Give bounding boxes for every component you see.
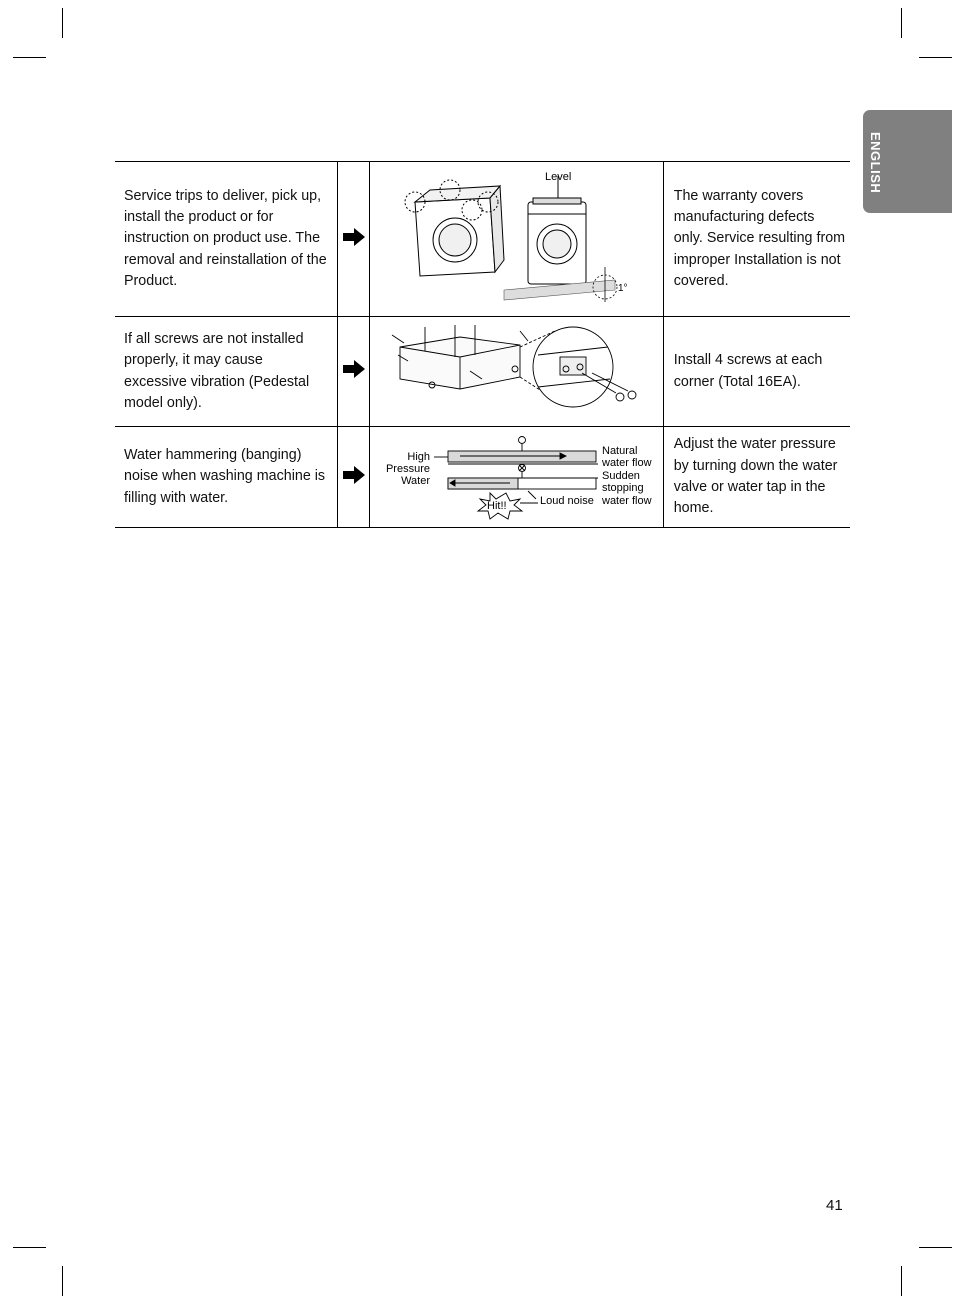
arrow-right-icon: [342, 227, 366, 247]
language-tab-label-svg: [863, 110, 893, 213]
arrow-right-icon: [342, 465, 366, 485]
solution-cell: [663, 427, 850, 528]
angle-label: 1°: [618, 283, 628, 294]
pedestal-screws-illustration: [370, 317, 662, 421]
crop-mark: [13, 1247, 46, 1248]
page-number: 41: [826, 1197, 843, 1214]
loud-noise-label: Loud noise: [540, 495, 595, 507]
natural-label-2: water flow: [602, 457, 652, 469]
crop-mark: [901, 8, 902, 38]
solution-cell: [663, 162, 850, 317]
natural-label: Natural: [602, 445, 638, 457]
language-tab-label: ENGLISH: [868, 132, 883, 194]
problem-cell: [115, 162, 338, 317]
figure-cell: [370, 317, 663, 427]
problem-cell: [115, 427, 338, 528]
crop-mark: [919, 57, 952, 58]
table-row: [115, 427, 850, 528]
sudden-label-2: stopping: [602, 482, 644, 494]
problem-cell: [115, 317, 338, 427]
solution-text: The warranty covers manufacturing defects only. Service resulting from improper Installation is not covered.: [673, 187, 846, 289]
crop-mark: [901, 1266, 902, 1296]
water-label: Water: [401, 475, 431, 487]
arrow-cell: [338, 317, 370, 427]
table-row: [115, 162, 850, 317]
sudden-label-3: water flow: [602, 495, 652, 507]
problem-text: If all screws are not installed properly, it may cause excessive vibration (Pedestal model only).: [124, 330, 310, 411]
arrow-right-icon: [342, 359, 366, 379]
sudden-label: Sudden: [602, 470, 641, 482]
arrow-cell: [338, 162, 370, 317]
level-label: Level: [545, 171, 572, 183]
pressure-label: Pressure: [386, 463, 431, 475]
crop-mark: [62, 8, 63, 38]
water-hammer-illustration: [370, 427, 662, 522]
figure-cell: [370, 162, 663, 317]
table-row: [115, 317, 850, 427]
solution-text: Adjust the water pressure by turning down the water valve or water tap in the home.: [673, 436, 838, 517]
problem-text: Service trips to deliver, pick up, install the product or for instruction on product use. The removal and reinstallation of the Product.: [124, 187, 327, 289]
crop-mark: [919, 1247, 952, 1248]
arrow-cell: [338, 427, 370, 528]
crop-mark: [62, 1266, 63, 1296]
solution-cell: [663, 317, 850, 427]
problem-text: Water hammering (banging) noise when washing machine is filling with water.: [124, 447, 326, 506]
figure-cell: [370, 427, 663, 528]
hit-label: Hit!!: [487, 500, 507, 512]
crop-mark: [13, 57, 46, 58]
solution-text: Install 4 screws at each corner (Total 16EA).: [673, 352, 823, 390]
high-label: High: [407, 451, 431, 463]
troubleshooting-table: [115, 161, 850, 528]
language-tab: [863, 110, 952, 213]
leveling-illustration: [370, 162, 662, 311]
